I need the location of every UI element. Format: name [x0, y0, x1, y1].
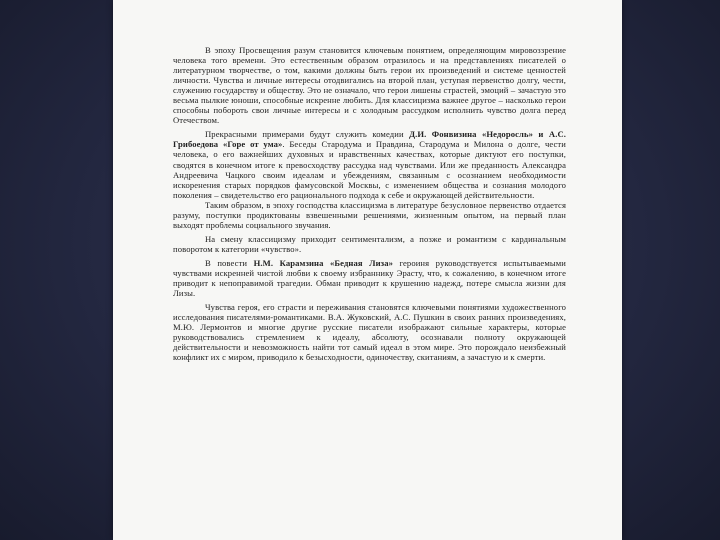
- paragraph-comedies-titles: Д.И. Фонвизина «Недоросль» и А.С. Грибоедова «Горе от ума»: [173, 129, 567, 150]
- paragraph-comedies-intro: Прекрасными примерами будут служить комедии: [205, 129, 410, 140]
- paragraph-karamzin-intro: В повести: [205, 257, 254, 268]
- paragraph-conclusion: Таким образом, в эпоху господства классицизма в литературе безусловное первенство отдается разуму, поступки продиктованы взвешенными решениями, жизненным опытом, на первый план выходят проблемы социального звучания.: [173, 199, 566, 230]
- paragraph-karamzin-body: героиня руководствуется испытываемыми чувствами искренней чистой любви к своему избраннику Эрасту, что, к сожалению, в конечном итоге приводит к непоправимой трагедии. Обман приводит к крушению надежд, потере смысла жизни для Лизы.: [173, 257, 566, 299]
- paragraph-karamzin-title: Н.М. Карамзина «Бедная Лиза»: [253, 257, 394, 268]
- paragraph-comedies: [173, 129, 566, 199]
- document-body: [173, 45, 566, 362]
- paragraph-sentimentalism: На смену классицизму приходит сентиментализм, а позже и романтизм с кардинальным поворотом к категории «чувство».: [173, 233, 566, 254]
- paragraph-romanticism: Чувства героя, его страсти и переживания становятся ключевыми понятиями художественного исследования писателями-романтиками. В.А. Жуковский, А.С. Пушкин в своих ранних произведениях, М.Ю. Лермонтов и многие другие русские писатели изображают сильные характеры, которые руководствовались стремлением к идеалу, абсолюту, осознавали полноту окружающей действительности и невозможность найти тот самый идеал в этом мире. Это порождало неизбежный конфликт их с миром, приводило к безысходности, одиночеству, скитаниям, а зачастую и к смерти.: [173, 302, 566, 363]
- paragraph-enlightenment: В эпоху Просвещения разум становится ключевым понятием, определяющим мировоззрение человека того времени. Это естественным образом отразилось и на представлениях писателей о литературном творчестве, о том, какими должны быть герои их произведений и системе ценностей личности. Чувства и личные интересы отодвигались на второй план, уступая первенство долгу, чести, служению государству и обществу. Это не означало, что герои лишены страстей, эмоций – зачастую это весьма пылкие юноши, способные искренне любить. Для классицизма важнее другое – насколько герои способны побороть свои личные интересы и с холодным рассудком исполнить чувство долга перед Отечеством.: [173, 45, 566, 126]
- paragraph-comedies-body: . Беседы Стародума и Правдина, Стародума и Милона о долге, чести человека, о его важнейших духовных и нравственных качествах, которые диктуют его поступки, сводятся в конечном итоге к превосходству рассудка над чувствами. Или же преданность Александра Андреевича Чацкого своим идеалам и убеждениям, связанным с осознанием необходимости искоренения старых порядков фамусовской Москвы, с изменением общества и сознания молодого поколения – свидетельство его рационального подхода к себе и окружающей действительности.: [173, 139, 566, 200]
- paragraph-karamzin: [173, 258, 566, 298]
- document-page: [113, 0, 622, 540]
